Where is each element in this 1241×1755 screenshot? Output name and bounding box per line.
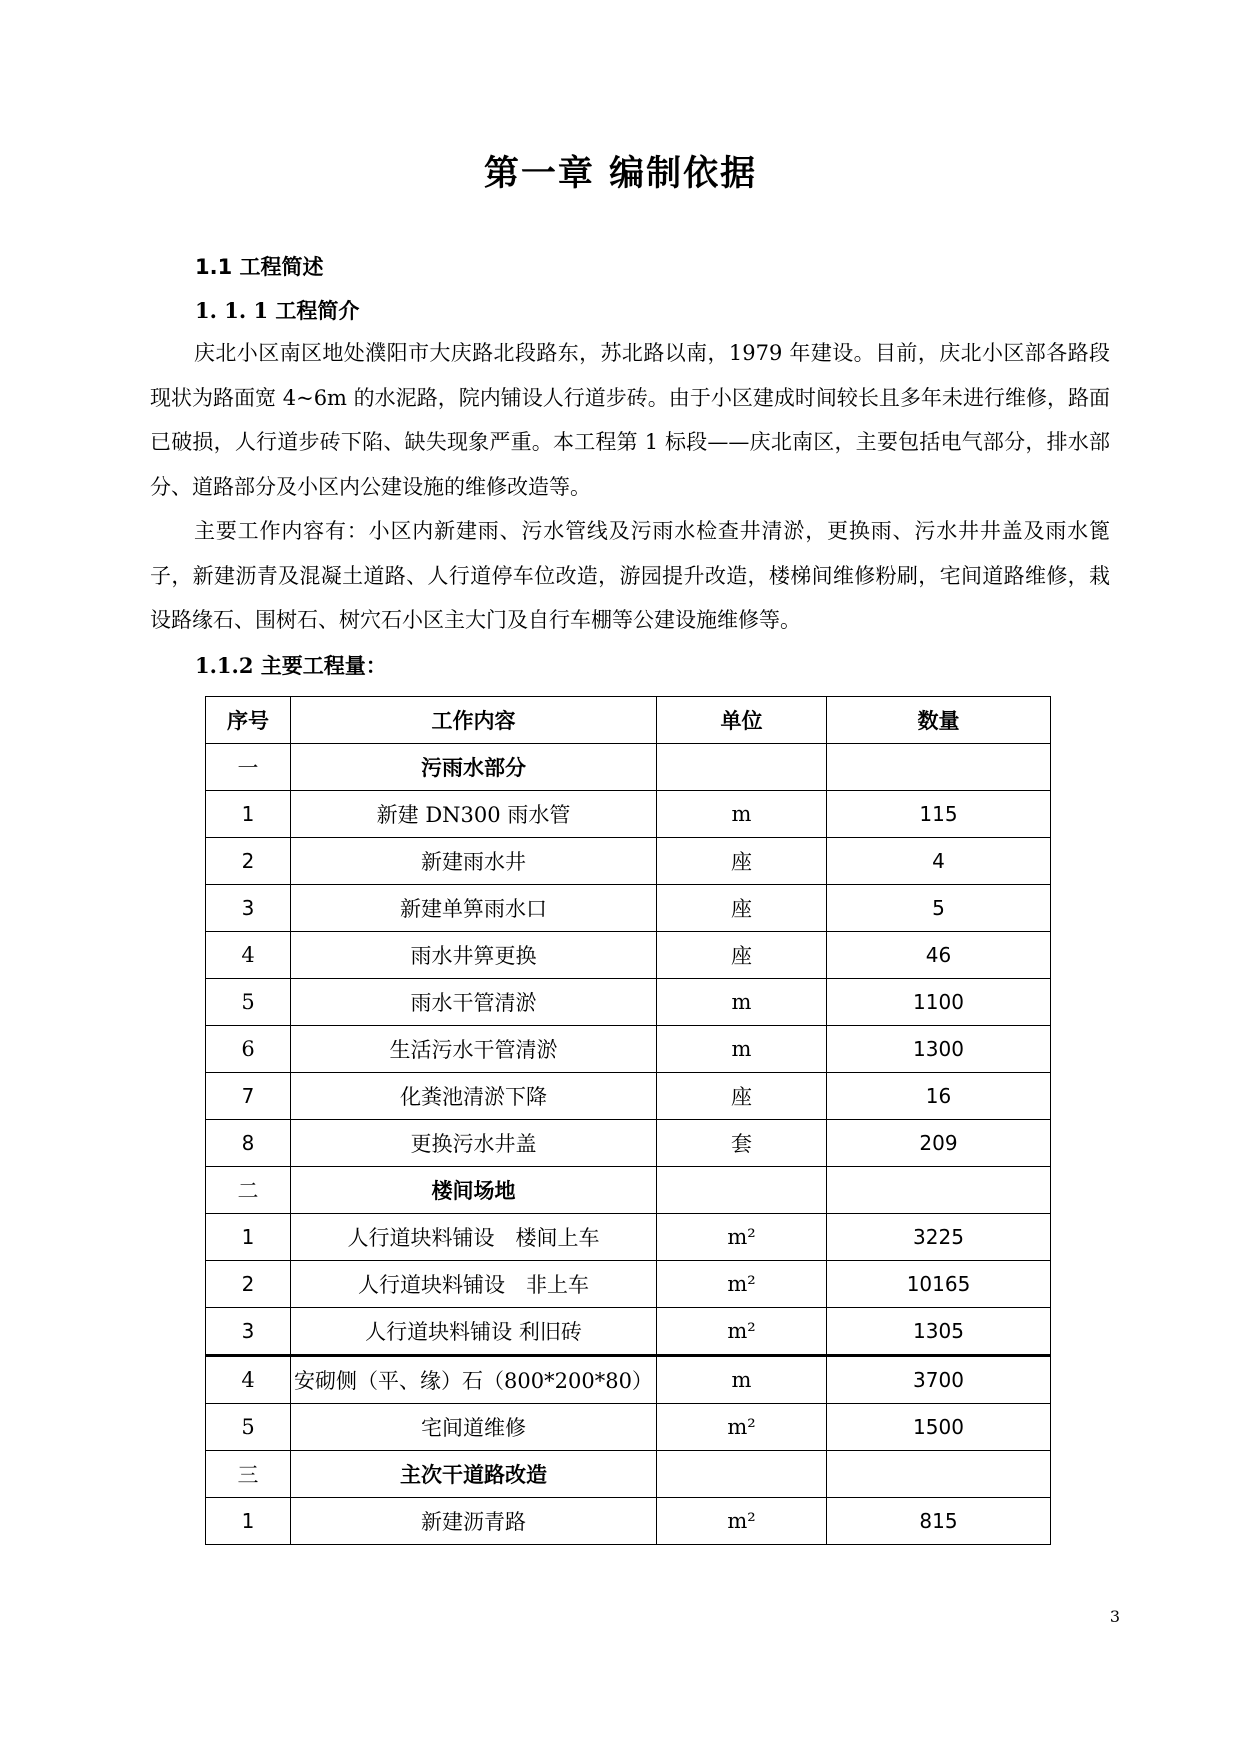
table-body — [206, 744, 1051, 1545]
table-row — [206, 1073, 1051, 1120]
cell-unit: m² — [657, 1261, 827, 1308]
table-row — [206, 1404, 1051, 1451]
table-section-row — [206, 744, 1051, 791]
cell-no: 1 — [206, 1214, 291, 1261]
cell-quantity — [827, 1167, 1051, 1214]
cell-no: 4 — [206, 1356, 291, 1404]
cell-unit: 座 — [657, 932, 827, 979]
cell-unit: m — [657, 791, 827, 838]
cell-content: 更换污水井盖 — [291, 1120, 657, 1167]
cell-quantity: 115 — [827, 791, 1051, 838]
section-heading: 1.1 工程简述 — [195, 255, 324, 279]
table-row — [206, 1308, 1051, 1356]
cell-unit: m² — [657, 1214, 827, 1261]
cell-quantity: 1100 — [827, 979, 1051, 1026]
cell-unit: m² — [657, 1404, 827, 1451]
cell-content: 主次干道路改造 — [291, 1451, 657, 1498]
table-row — [206, 885, 1051, 932]
table-row — [206, 1356, 1051, 1404]
cell-unit: m² — [657, 1308, 827, 1356]
cell-no: 7 — [206, 1073, 291, 1120]
subsection-heading-overview: 1. 1. 1 工程简介 — [195, 298, 360, 323]
header-cell-content: 工作内容 — [291, 697, 657, 744]
table-row — [206, 1261, 1051, 1308]
cell-unit — [657, 1167, 827, 1214]
header-cell-no: 序号 — [206, 697, 291, 744]
cell-quantity: 209 — [827, 1120, 1051, 1167]
cell-content: 污雨水部分 — [291, 744, 657, 791]
cell-unit — [657, 744, 827, 791]
cell-quantity: 1300 — [827, 1026, 1051, 1073]
cell-quantity: 3700 — [827, 1356, 1051, 1404]
cell-content: 宅间道维修 — [291, 1404, 657, 1451]
table-section-row — [206, 1451, 1051, 1498]
cell-quantity: 5 — [827, 885, 1051, 932]
cell-no: 1 — [206, 791, 291, 838]
cell-unit: m — [657, 979, 827, 1026]
cell-no: 三 — [206, 1451, 291, 1498]
work-content-paragraph: 主要工作内容有：小区内新建雨、污水管线及污雨水检查井清淤，更换雨、污水井井盖及雨水篦子，新建沥青及混凝土道路、人行道停车位改造，游园提升改造，楼梯间维修粉刷，宅间道路维修，栽设路缘石、围树石、树穴石小区主大门及自行车棚等公建设施维修等。 — [150, 519, 1110, 632]
cell-no: 二 — [206, 1167, 291, 1214]
table-row — [206, 1214, 1051, 1261]
table-row — [206, 1498, 1051, 1545]
table-row — [206, 1120, 1051, 1167]
cell-quantity — [827, 1451, 1051, 1498]
cell-content: 新建沥青路 — [291, 1498, 657, 1545]
cell-quantity: 46 — [827, 932, 1051, 979]
overview-paragraph: 庆北小区南区地处濮阳市大庆路北段路东，苏北路以南，1979 年建设。目前，庆北小区部各路段现状为路面宽 4~6m 的水泥路，院内铺设人行道步砖。由于小区建成时间较长且多年未进行维修，路面已破损，人行道步砖下陷、缺失现象严重。本工程第 1 标段——庆北南区，主要包括电气部分，排水部分、道路部分及小区内公建设施的维修改造等。 — [150, 341, 1110, 499]
cell-content: 人行道块料铺设 利旧砖 — [291, 1308, 657, 1356]
table-row — [206, 838, 1051, 885]
cell-no: 一 — [206, 744, 291, 791]
cell-unit: m² — [657, 1498, 827, 1545]
table-row — [206, 791, 1051, 838]
cell-content: 人行道块料铺设 楼间上车 — [291, 1214, 657, 1261]
table-row — [206, 1026, 1051, 1073]
cell-no: 5 — [206, 979, 291, 1026]
chapter-title: 第一章 编制依据 — [483, 154, 758, 194]
table-row — [206, 932, 1051, 979]
cell-content: 新建雨水井 — [291, 838, 657, 885]
cell-no: 6 — [206, 1026, 291, 1073]
cell-quantity: 16 — [827, 1073, 1051, 1120]
cell-content: 人行道块料铺设 非上车 — [291, 1261, 657, 1308]
cell-quantity: 10165 — [827, 1261, 1051, 1308]
cell-unit: 座 — [657, 885, 827, 932]
cell-content: 化粪池清淤下降 — [291, 1073, 657, 1120]
cell-content: 生活污水干管清淤 — [291, 1026, 657, 1073]
cell-content: 新建单箅雨水口 — [291, 885, 657, 932]
cell-no: 3 — [206, 885, 291, 932]
cell-content: 新建 DN300 雨水管 — [291, 791, 657, 838]
cell-no: 3 — [206, 1308, 291, 1356]
cell-no: 1 — [206, 1498, 291, 1545]
page-number: 3 — [1109, 1607, 1120, 1626]
table-section-row — [206, 1167, 1051, 1214]
table-header-row — [206, 697, 1051, 744]
cell-unit: 套 — [657, 1120, 827, 1167]
cell-unit: 座 — [657, 838, 827, 885]
cell-no: 2 — [206, 1261, 291, 1308]
cell-no: 8 — [206, 1120, 291, 1167]
cell-no: 5 — [206, 1404, 291, 1451]
cell-content: 雨水干管清淤 — [291, 979, 657, 1026]
cell-quantity: 815 — [827, 1498, 1051, 1545]
cell-quantity: 3225 — [827, 1214, 1051, 1261]
cell-quantity: 1305 — [827, 1308, 1051, 1356]
cell-unit: m — [657, 1356, 827, 1404]
cell-no: 2 — [206, 838, 291, 885]
cell-content: 安砌侧（平、缘）石（800*200*80） — [291, 1356, 657, 1404]
cell-quantity — [827, 744, 1051, 791]
cell-no: 4 — [206, 932, 291, 979]
header-cell-unit: 单位 — [657, 697, 827, 744]
cell-unit — [657, 1451, 827, 1498]
cell-quantity: 4 — [827, 838, 1051, 885]
cell-content: 雨水井箅更换 — [291, 932, 657, 979]
table-row — [206, 979, 1051, 1026]
quantity-table — [205, 696, 1051, 1545]
cell-quantity: 1500 — [827, 1404, 1051, 1451]
header-cell-quantity: 数量 — [827, 697, 1051, 744]
subsection-heading-quantities: 1.1.2 主要工程量： — [195, 653, 387, 678]
cell-unit: 座 — [657, 1073, 827, 1120]
cell-unit: m — [657, 1026, 827, 1073]
cell-content: 楼间场地 — [291, 1167, 657, 1214]
